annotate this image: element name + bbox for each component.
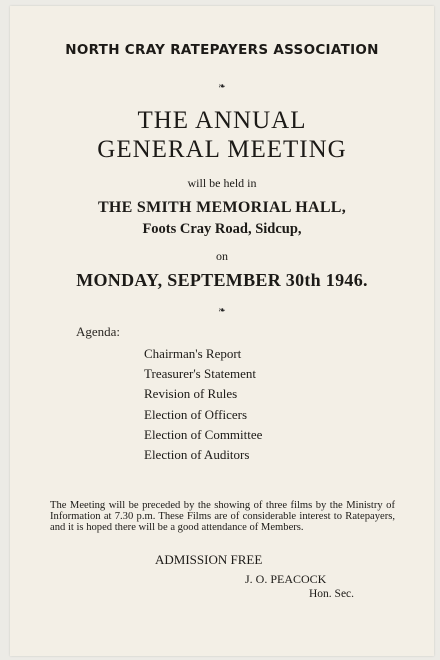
will-be-held-text: will be held in xyxy=(187,176,257,190)
agenda-item: Treasurer's Statement xyxy=(144,366,256,382)
signatory-title: Hon. Sec. xyxy=(309,588,355,600)
signatory-name: J. O. PEACOCK xyxy=(245,572,327,586)
title-line-2: GENERAL MEETING xyxy=(97,136,347,163)
agenda-item: Election of Committee xyxy=(144,426,263,442)
on-text: on xyxy=(216,249,228,263)
films-notice-paragraph: The Meeting will be preceded by the showing of three films by the Ministry of Information at 7.30 p.m. These Films are of considerable interest to Ratepayers, and it is hoped there will be a good attendance of Members. xyxy=(50,500,395,534)
admission-text: ADMISSION FREE xyxy=(155,552,263,567)
ornament-divider-top: ❧ xyxy=(218,82,226,92)
meeting-date: MONDAY, SEPTEMBER 30th 1946. xyxy=(76,270,368,290)
agenda-item: Election of Officers xyxy=(144,406,247,422)
organisation-heading: NORTH CRAY RATEPAYERS ASSOCIATION xyxy=(65,42,379,58)
title-line-1: THE ANNUAL xyxy=(137,107,307,134)
agenda-list xyxy=(144,344,262,465)
venue-address: Foots Cray Road, Sidcup, xyxy=(142,221,302,237)
agenda-item: Chairman's Report xyxy=(144,346,242,361)
agenda-label: Agenda: xyxy=(76,324,121,339)
agenda-item: Election of Auditors xyxy=(144,447,250,463)
venue-name: THE SMITH MEMORIAL HALL, xyxy=(97,199,347,216)
agenda-item: Revision of Rules xyxy=(144,386,238,402)
ornament-divider-bottom: ❧ xyxy=(218,306,226,316)
